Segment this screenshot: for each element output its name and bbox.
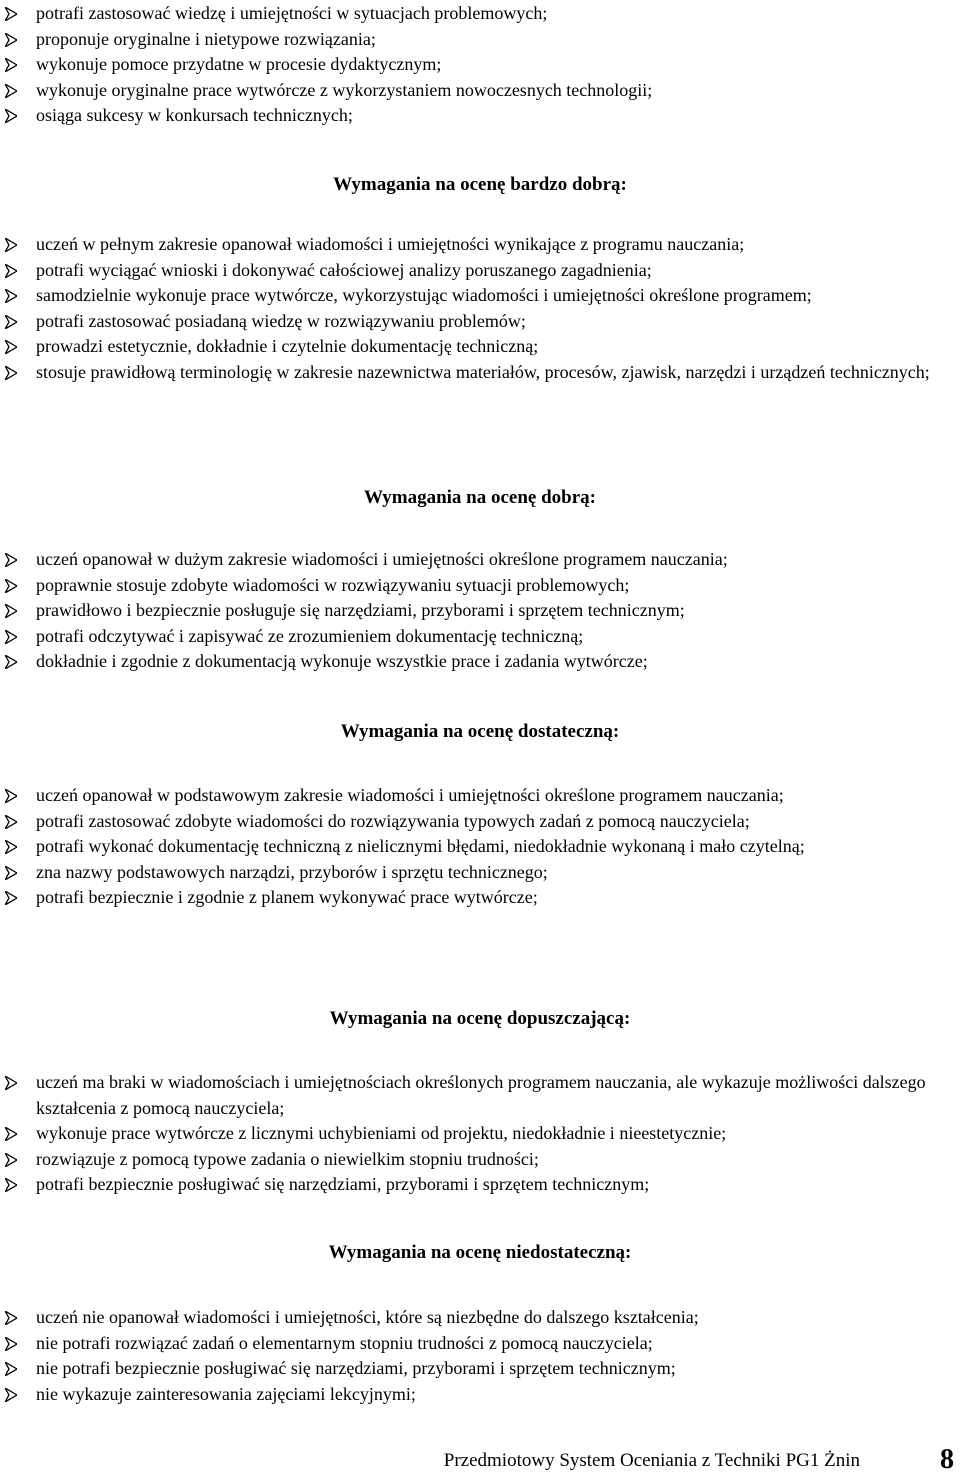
list-item: [0, 649, 960, 675]
section-continued: [0, 1, 960, 129]
arrowhead-bullet-icon: [5, 630, 17, 644]
list-item: [0, 624, 960, 650]
requirement-list: [0, 1070, 960, 1198]
list-item: [0, 78, 960, 104]
list-item-text: poprawnie stosuje zdobyte wiadomości w rozwiązywaniu sytuacji problemowych;: [36, 574, 630, 595]
list-item: [0, 232, 960, 258]
list-item: [0, 103, 960, 129]
list-item-text: prawidłowo i bezpiecznie posługuje się narzędziami, przyborami i sprzętem technicznym;: [36, 600, 685, 620]
arrowhead-bullet-icon: [5, 366, 17, 380]
list-item-text: uczeń opanował w dużym zakresie wiadomości i umiejętności określone programem nauczania;: [36, 549, 728, 569]
list-item: [0, 258, 960, 284]
page-number: 8: [940, 1444, 954, 1475]
list-item-text: wykonuje prace wytwórcze z licznymi uchybieniami od projektu, niedokładnie i nieestetycznie;: [36, 1123, 727, 1143]
list-item: [0, 598, 960, 624]
arrowhead-bullet-icon: [5, 1178, 17, 1192]
arrowhead-bullet-icon: [5, 579, 17, 593]
list-item-text: proponuje oryginalne i nietypowe rozwiązania;: [36, 28, 376, 49]
arrowhead-bullet-icon: [5, 1127, 17, 1141]
list-item: [0, 860, 960, 886]
list-item: [0, 547, 960, 573]
requirement-list: [0, 547, 960, 675]
arrowhead-bullet-icon: [5, 866, 17, 880]
list-item-text: uczeń w pełnym zakresie opanował wiadomości i umiejętności wynikające z programu nauczania;: [36, 234, 745, 254]
list-item-text: potrafi wyciągać wnioski i dokonywać całościowej analizy poruszanego zagadnienia;: [36, 259, 652, 280]
page-footer: Przedmiotowy System Oceniania z Techniki PG1 Żnin: [443, 1450, 860, 1471]
list-item-text: potrafi zastosować posiadaną wiedzę w rozwiązywaniu problemów;: [36, 310, 526, 331]
list-item: [0, 885, 960, 911]
list-item: [0, 334, 960, 360]
list-item-text: stosuje prawidłową terminologię w zakresie nazewnictwa materiałów, procesów, zjawisk, narzędzi i urządzeń technicznych;: [36, 361, 930, 382]
list-item: [0, 573, 960, 599]
section-very-good: [0, 232, 960, 385]
list-item: [0, 27, 960, 53]
requirement-list: [0, 1, 960, 129]
section-good: [0, 547, 960, 675]
requirement-list: [0, 783, 960, 911]
arrowhead-bullet-icon: [5, 891, 17, 905]
list-item-text: wykonuje oryginalne prace wytwórcze z wykorzystaniem nowoczesnych technologii;: [36, 79, 653, 100]
list-item: [0, 1356, 960, 1382]
arrowhead-bullet-icon: [5, 58, 17, 72]
arrowhead-bullet-icon: [5, 289, 17, 303]
list-item-text: osiąga sukcesy w konkursach technicznych;: [36, 105, 353, 125]
list-item-text: potrafi odczytywać i zapisywać ze zrozumieniem dokumentację techniczną;: [36, 625, 584, 646]
section-heading: Wymagania na ocenę dopuszczającą:: [329, 1008, 631, 1029]
list-item: [0, 360, 960, 386]
list-item-text: potrafi wykonać dokumentację techniczną z nielicznymi błędami, niedokładnie wykonaną i mało czytelną;: [36, 836, 805, 856]
list-item-text: uczeń opanował w podstawowym zakresie wiadomości i umiejętności określone programem nauczania;: [36, 785, 784, 805]
list-item: [0, 1172, 960, 1198]
list-item-text: zna nazwy podstawowych narządzi, przyborów i sprzętu technicznego;: [36, 861, 548, 882]
arrowhead-bullet-icon: [5, 1362, 17, 1376]
requirement-list: [0, 232, 960, 385]
arrowhead-bullet-icon: [5, 33, 17, 47]
list-item-text: potrafi zastosować wiedzę i umiejętności w sytuacjach problemowych;: [36, 3, 548, 23]
list-item-text: nie wykazuje zainteresowania zajęciami lekcyjnymi;: [36, 1383, 416, 1404]
arrowhead-bullet-icon: [5, 84, 17, 98]
list-item: [0, 1070, 960, 1121]
arrowhead-bullet-icon: [5, 1337, 17, 1351]
list-item-text: potrafi bezpiecznie posługiwać się narzędziami, przyborami i sprzętem technicznym;: [36, 1174, 650, 1194]
section-heading: Wymagania na ocenę niedostateczną:: [328, 1242, 632, 1263]
list-item-text: dokładnie i zgodnie z dokumentacją wykonuje wszystkie prace i zadania wytwórcze;: [36, 651, 648, 671]
section-heading: Wymagania na ocenę dostateczną:: [340, 721, 620, 742]
arrowhead-bullet-icon: [5, 1311, 17, 1325]
arrowhead-bullet-icon: [5, 109, 17, 123]
list-item-text: rozwiązuje z pomocą typowe zadania o niewielkim stopniu trudności;: [36, 1148, 539, 1169]
arrowhead-bullet-icon: [5, 789, 17, 803]
list-item: [0, 1331, 960, 1357]
list-item: [0, 1305, 960, 1331]
list-item: [0, 1147, 960, 1173]
arrowhead-bullet-icon: [5, 655, 17, 669]
arrowhead-bullet-icon: [5, 315, 17, 329]
list-item-text: nie potrafi bezpiecznie posługiwać się narzędziami, przyborami i sprzętem technicznym;: [36, 1358, 676, 1378]
list-item-text: nie potrafi rozwiązać zadań o elementarnym stopniu trudności z pomocą nauczyciela;: [36, 1332, 653, 1353]
list-item: [0, 809, 960, 835]
section-sufficient: [0, 783, 960, 911]
arrowhead-bullet-icon: [5, 7, 17, 21]
list-item-text: potrafi zastosować zdobyte wiadomości do rozwiązywania typowych zadań z pomocą nauczyciela;: [36, 810, 750, 831]
list-item-text: samodzielnie wykonuje prace wytwórcze, wykorzystując wiadomości i umiejętności określone programem;: [36, 285, 812, 305]
arrowhead-bullet-icon: [5, 238, 17, 252]
list-item: [0, 283, 960, 309]
list-item: [0, 1121, 960, 1147]
list-item: [0, 1382, 960, 1408]
arrowhead-bullet-icon: [5, 553, 17, 567]
section-heading: Wymagania na ocenę dobrą:: [363, 487, 597, 508]
section-failing: [0, 1305, 960, 1407]
arrowhead-bullet-icon: [5, 604, 17, 618]
list-item-text: prowadzi estetycznie, dokładnie i czytelnie dokumentację techniczną;: [36, 336, 539, 356]
section-heading: Wymagania na ocenę bardzo dobrą:: [333, 174, 627, 195]
list-item-text: uczeń ma braki w wiadomościach i umiejętnościach określonych programem nauczania, ale wykazuje możliwości dalszego kształcenia z pomocą nauczyciela;: [36, 1072, 926, 1118]
list-item: [0, 52, 960, 78]
list-item: [0, 1, 960, 27]
arrowhead-bullet-icon: [5, 1153, 17, 1167]
section-passing: [0, 1070, 960, 1198]
list-item-text: wykonuje pomoce przydatne w procesie dydaktycznym;: [36, 54, 442, 74]
arrowhead-bullet-icon: [5, 840, 17, 854]
list-item-text: potrafi bezpiecznie i zgodnie z planem wykonywać prace wytwórcze;: [36, 887, 538, 907]
arrowhead-bullet-icon: [5, 1076, 17, 1090]
arrowhead-bullet-icon: [5, 340, 17, 354]
list-item: [0, 309, 960, 335]
arrowhead-bullet-icon: [5, 1388, 17, 1402]
list-item: [0, 783, 960, 809]
arrowhead-bullet-icon: [5, 264, 17, 278]
arrowhead-bullet-icon: [5, 815, 17, 829]
list-item: [0, 834, 960, 860]
list-item-text: uczeń nie opanował wiadomości i umiejętności, które są niezbędne do dalszego kształcenia;: [36, 1307, 699, 1327]
requirement-list: [0, 1305, 960, 1407]
